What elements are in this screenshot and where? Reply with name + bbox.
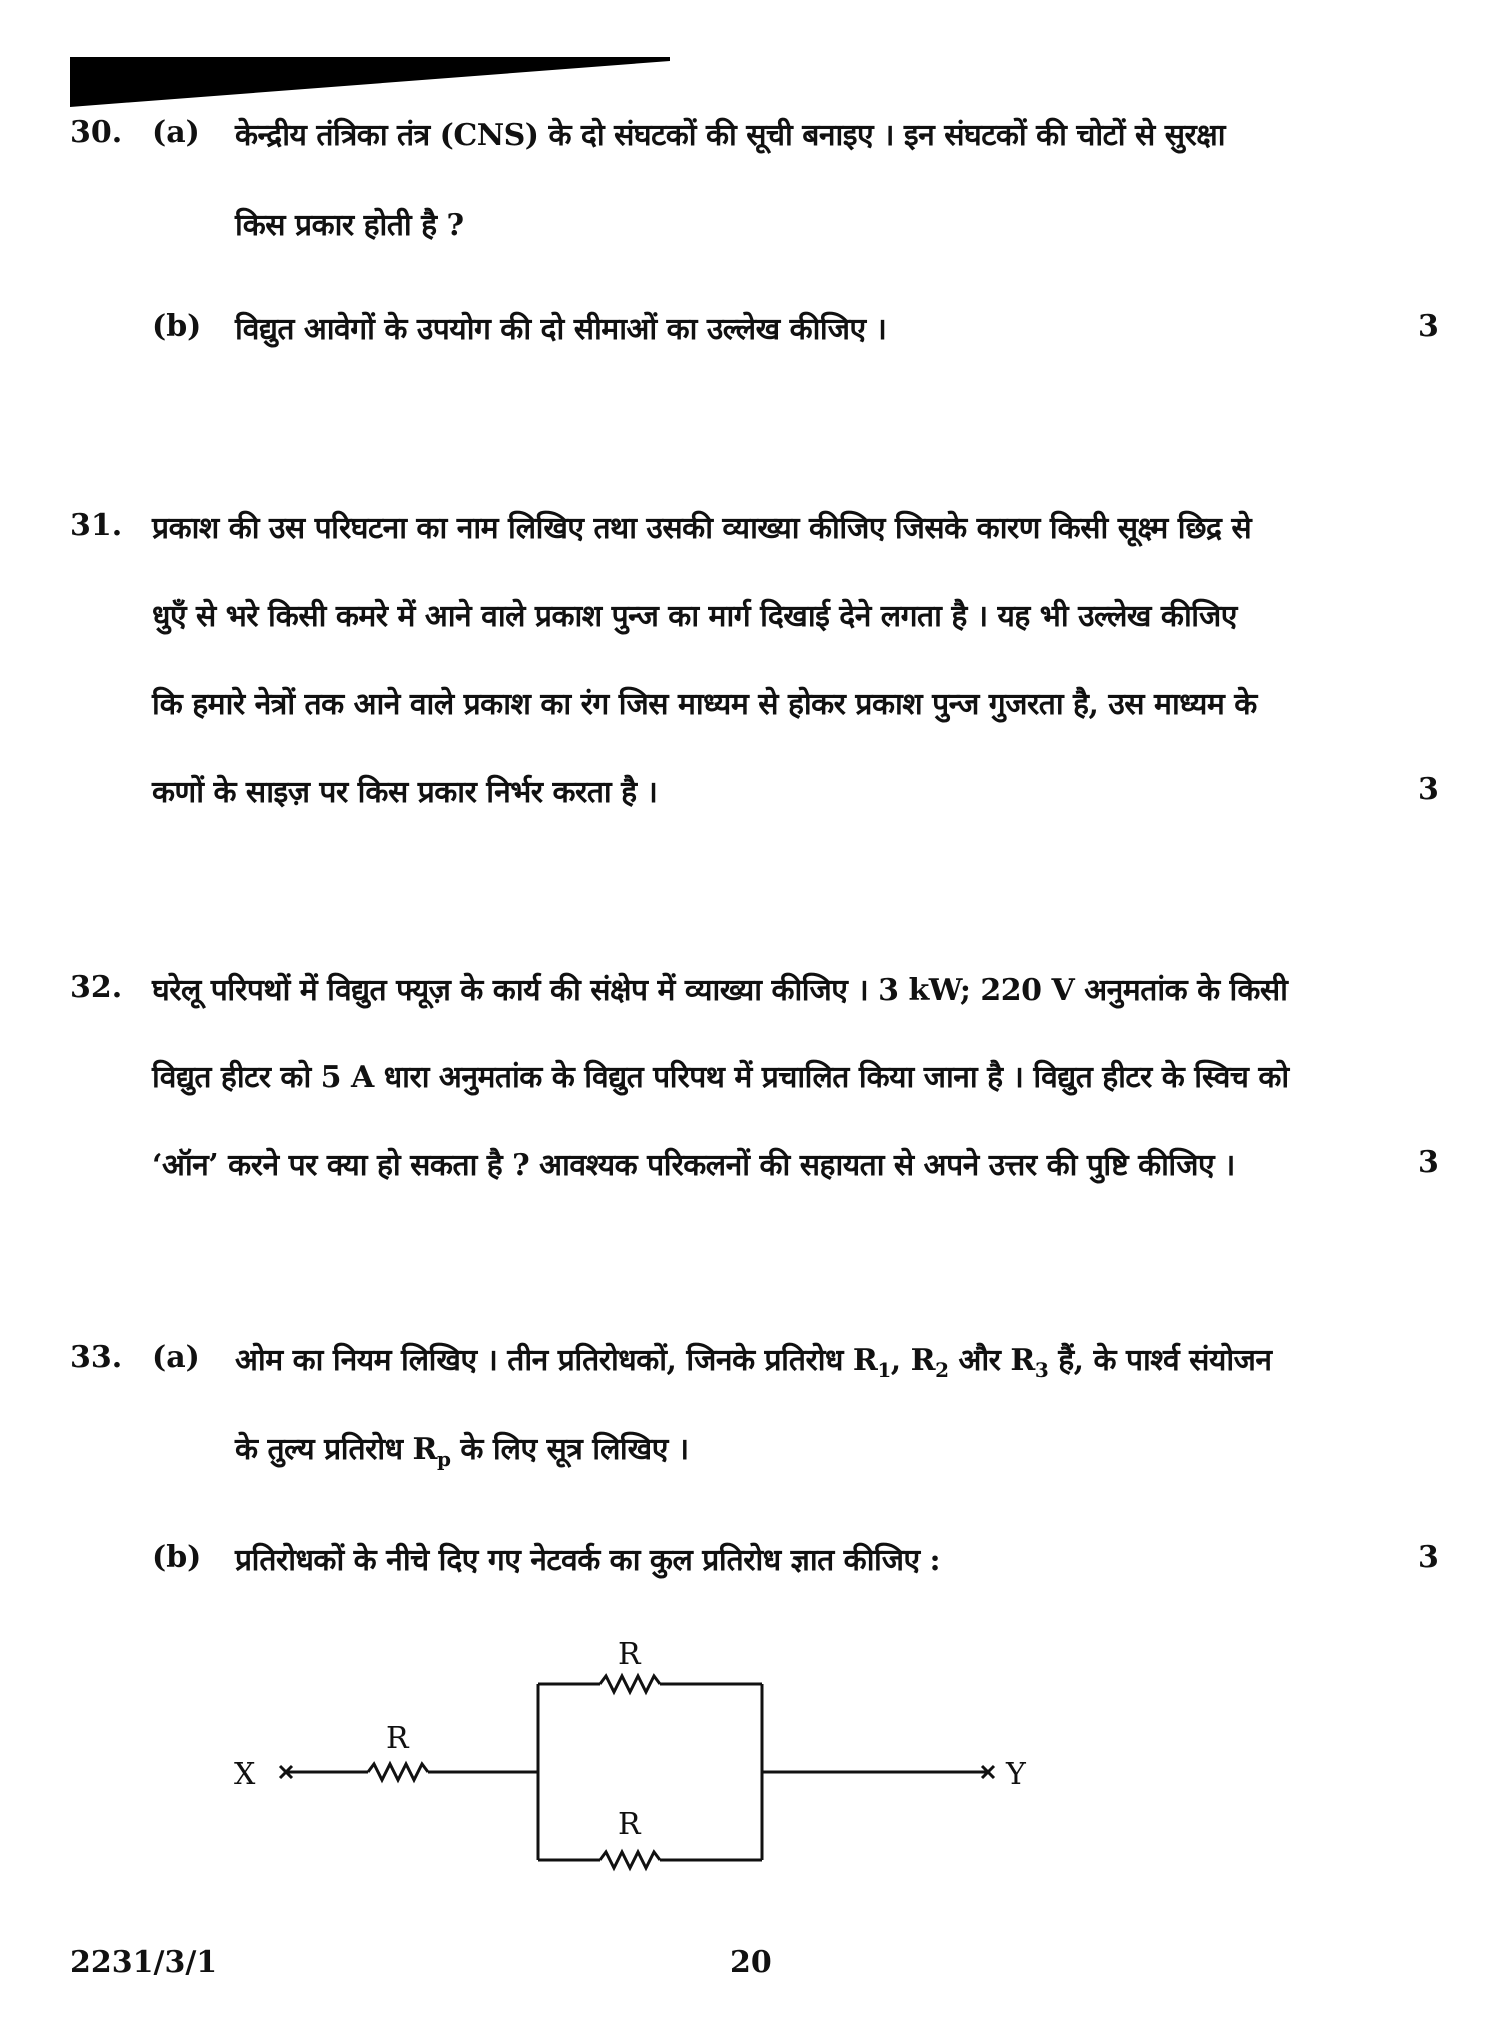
sub-label-b: (b) bbox=[152, 309, 202, 344]
q33-a-line-1 bbox=[235, 1338, 1272, 1382]
marks: 3 bbox=[1418, 1540, 1439, 1575]
text-part: के तुल्य प्रतिरोध R bbox=[235, 1432, 437, 1467]
q32-line-2: विद्युत हीटर को 5 A धारा अनुमतांक के विद्युत परिपथ में प्रचालित किया जाना है । विद्युत हीटर के स्विच को bbox=[152, 1060, 1289, 1095]
q33-b-line-1: प्रतिरोधकों के नीचे दिए गए नेटवर्क का कुल प्रतिरोध ज्ञात कीजिए : bbox=[235, 1543, 941, 1578]
text-part: हैं, के पार्श्व संयोजन bbox=[1048, 1343, 1272, 1378]
text-part: और R bbox=[948, 1343, 1035, 1378]
resistor-series bbox=[368, 1764, 428, 1780]
q31-line-3: कि हमारे नेत्रों तक आने वाले प्रकाश का रंग जिस माध्यम से होकर प्रकाश पुन्ज गुजरता है, उस माध्यम के bbox=[152, 687, 1257, 722]
q30-a-line-1: केन्द्रीय तंत्रिका तंत्र (CNS) के दो संघटकों की सूची बनाइए । इन संघटकों की चोटों से सुरक्षा bbox=[235, 118, 1226, 153]
resistor-top-label: R bbox=[618, 1637, 641, 1672]
subscript-p: p bbox=[436, 1447, 451, 1471]
q31-line-1: प्रकाश की उस परिघटना का नाम लिखिए तथा उसकी व्याख्या कीजिए जिसके कारण किसी सूक्ष्म छिद्र से bbox=[152, 511, 1252, 546]
resistor-series-label: R bbox=[386, 1721, 409, 1756]
subscript-3: 3 bbox=[1034, 1358, 1049, 1382]
subscript-2: 2 bbox=[935, 1358, 949, 1382]
q33-a-line-2 bbox=[235, 1427, 689, 1471]
question-number: 33. bbox=[70, 1340, 123, 1375]
terminal-x-label: X bbox=[234, 1757, 256, 1792]
question-number: 32. bbox=[70, 970, 123, 1005]
q30-b-line-1: विद्युत आवेगों के उपयोग की दो सीमाओं का उल्लेख कीजिए । bbox=[235, 312, 887, 347]
terminal-y-label: Y bbox=[1006, 1757, 1026, 1792]
marks: 3 bbox=[1418, 309, 1439, 344]
header-black-bar bbox=[70, 57, 670, 107]
q32-line-3-rest: करने पर क्या हो सकता है ? आवश्यक परिकलनों की सहायता से अपने उत्तर की पुष्टि कीजिए । bbox=[218, 1148, 1235, 1183]
q32-line-1: घरेलू परिपथों में विद्युत फ्यूज़ के कार्य की संक्षेप में व्याख्या कीजिए । 3 kW; 220 V अनुमतांक के किसी bbox=[152, 973, 1288, 1008]
text-part: के लिए सूत्र लिखिए । bbox=[450, 1432, 689, 1467]
resistor-bottom bbox=[600, 1852, 660, 1868]
question-number: 30. bbox=[70, 115, 123, 150]
paper-code: 2231/3/1 bbox=[70, 1945, 218, 1980]
q30-a-line-2: किस प्रकार होती है ? bbox=[235, 208, 464, 243]
question-number: 31. bbox=[70, 508, 123, 543]
text-part: ओम का नियम लिखिए । तीन प्रतिरोधकों, जिनके प्रतिरोध R bbox=[235, 1343, 878, 1378]
sub-label-a: (a) bbox=[152, 115, 200, 150]
page-number: 20 bbox=[730, 1945, 772, 1980]
q32-line-3 bbox=[152, 1143, 1235, 1184]
marks: 3 bbox=[1418, 772, 1439, 807]
text-part: , R bbox=[890, 1343, 936, 1378]
sub-label-b: (b) bbox=[152, 1540, 202, 1575]
subscript-1: 1 bbox=[877, 1358, 891, 1382]
q31-line-4: कणों के साइज़ पर किस प्रकार निर्भर करता है । bbox=[152, 775, 658, 810]
on-quote: ‘ऑन’ bbox=[152, 1148, 219, 1183]
resistor-network-diagram bbox=[220, 1620, 1100, 1880]
sub-label-a: (a) bbox=[152, 1340, 200, 1375]
resistor-bottom-label: R bbox=[618, 1807, 641, 1842]
resistor-top bbox=[600, 1676, 660, 1692]
marks: 3 bbox=[1418, 1145, 1439, 1180]
q31-line-2: धुएँ से भरे किसी कमरे में आने वाले प्रकाश पुन्ज का मार्ग दिखाई देने लगता है । यह भी उल्लेख कीजिए bbox=[152, 599, 1237, 634]
